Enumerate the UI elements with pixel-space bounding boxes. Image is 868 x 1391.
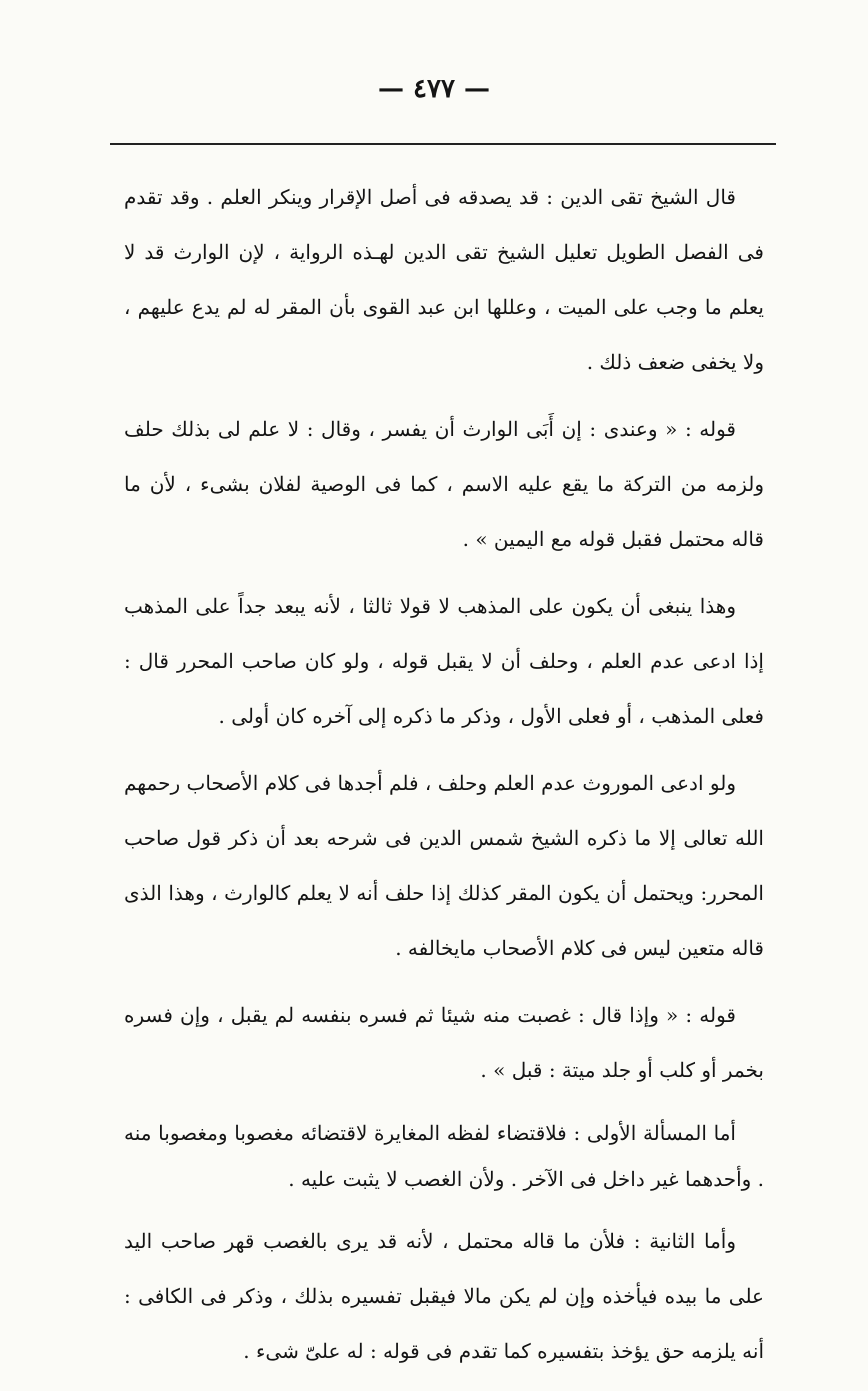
paragraph-2: قوله : « وعندى : إن أَبَى الوارث أن يفسر ، وقال : لا علم لى بذلك حلف ولزمه من التركة ما يقع عليه الاسم ، كما فى الوصية لفلان بشىء ، لأن ما قاله محتمل فقبل قوله مع اليمين » .	[124, 417, 764, 551]
paragraph-5: قوله : « وإذا قال : غصبت منه شيئا ثم فسره بنفسه لم يقبل ، وإن فسره بخمر أو كلب أو جلد ميتة : قبل » .	[124, 1003, 764, 1082]
page-number: — ٤٧٧ —	[377, 74, 491, 104]
body-text	[124, 170, 764, 1391]
paragraph-6: أما المسألة الأولى : فلاقتضاء لفظه المغايرة لاقتضائه مغصوبا ومغصوبا منه . وأحدهما غير داخل فى الآخر . ولأن الغصب لا يثبت عليه .	[124, 1121, 764, 1191]
paragraph-3: وهذا ينبغى أن يكون على المذهب لا قولا ثالثا ، لأنه يبعد جداً على المذهب إذا ادعى عدم العلم ، وحلف أن لا يقبل قوله ، ولو كان صاحب المحرر قال : فعلى المذهب ، أو فعلى الأول ، وذكر ما ذكره إلى آخره كان أولى .	[124, 594, 764, 728]
header-rule	[110, 143, 776, 145]
paragraph-1: قال الشيخ تقى الدين : قد يصدقه فى أصل الإقرار وينكر العلم . وقد تقدم فى الفصل الطويل تعليل الشيخ تقى الدين لهـذه الرواية ، لإن الوارث قد لا يعلم ما وجب على الميت ، وعللها ابن عبد القوى بأن المقر له لم يدع عليهم ، ولا يخفى ضعف ذلك .	[124, 185, 764, 374]
paragraph-4: ولو ادعى الموروث عدم العلم وحلف ، فلم أجدها فى كلام الأصحاب رحمهم الله تعالى إلا ما ذكره الشيخ شمس الدين فى شرحه بعد أن ذكر قول صاحب المحرر: ويحتمل أن يكون المقر كذلك إذا حلف أنه لا يعلم كالوارث ، وهذا الذى قاله متعين ليس فى كلام الأصحاب مايخالفه .	[124, 771, 764, 960]
paragraph-7: وأما الثانية : فلأن ما قاله محتمل ، لأنه قد يرى بالغصب قهر صاحب اليد على ما بيده فيأخذه وإن لم يكن مالا فيقبل تفسيره بذلك ، وذكر فى الكافى : أنه يلزمه حق يؤخذ بتفسيره كما تقدم فى قوله : له علىّ شىء .	[124, 1229, 764, 1363]
